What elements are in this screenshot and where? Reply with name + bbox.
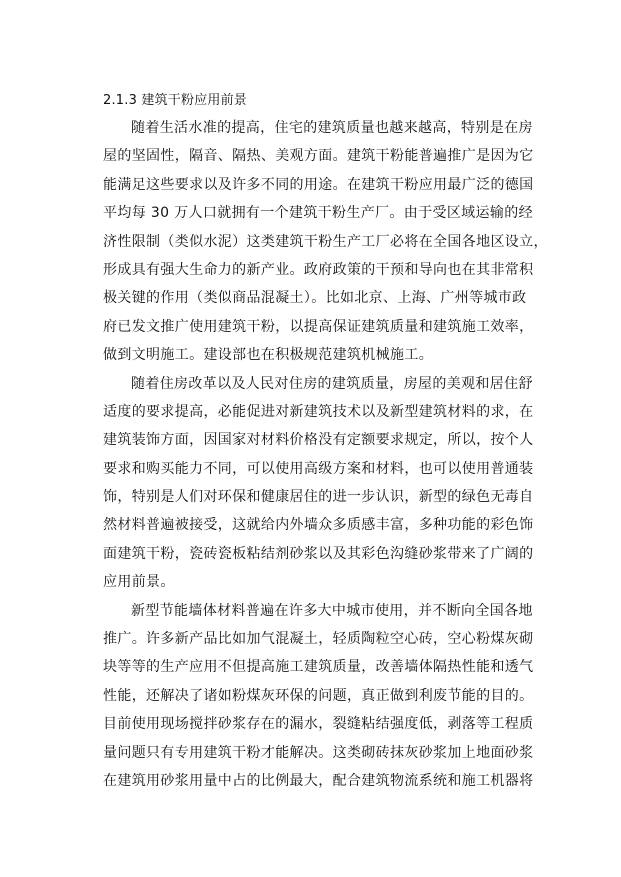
text-line: 屋的坚固性，隔音、隔热、美观方面。建筑干粉能普遍推广是因为它 — [103, 148, 534, 165]
text-line: 适度的要求提高，必能促进对新建筑技术以及新型建筑材料的求，在 — [103, 403, 534, 420]
text-line: 目前使用现场搅拌砂浆存在的漏水，裂缝粘结强度低，剥落等工程质 — [103, 716, 534, 733]
text-line: 平均每 30 万人口就拥有一个建筑干粉生产厂。由于受区域运输的经 — [103, 205, 533, 222]
text-line: 形成具有强大生命力的新产业。政府政策的干预和导向也在其非常积 — [103, 261, 534, 278]
paragraph-1 — [103, 114, 548, 370]
text-line: 面建筑干粉，瓷砖瓷板粘结剂砂浆以及其彩色沟缝砂浆带来了广阔的 — [103, 545, 534, 562]
text-line: 然材料普遍被接受，这就给内外墙众多质感丰富，多种功能的彩色饰 — [103, 517, 534, 534]
text-line: 量问题只有专用建筑干粉才能解决。这类砌砖抹灰砂浆加上地面砂浆 — [103, 744, 534, 761]
text-line: 极关键的作用（类似商品混凝土）。比如北京、上海、广州等城市政 — [103, 290, 527, 307]
paragraph-3 — [103, 597, 543, 796]
text-line: 随着生活水准的提高，住宅的建筑质量也越来越高，特别是在房 — [131, 120, 533, 136]
text-line: 块等等的生产应用不但提高施工建筑质量，改善墙体隔热性能和透气 — [103, 659, 534, 676]
text-line: 推广。许多新产品比如加气混凝土，轻质陶粒空心砖，空心粉煤灰砌 — [103, 631, 534, 648]
text-line: 建筑装饰方面，因国家对材料价格没有定额要求规定，所以，按个人 — [103, 432, 534, 449]
text-line: 做到文明施工。建设部也在积极规范建筑机械施工。 — [103, 347, 434, 364]
text-line: 新型节能墙体材料普遍在许多大中城市使用，并不断向全国各地 — [131, 602, 533, 619]
text-line: 在建筑用砂浆用量中占的比例最大，配合建筑物流系统和施工机器将 — [103, 772, 534, 789]
text-line: 随着住房改革以及人民对住房的建筑质量，房屋的美观和居住舒 — [131, 375, 533, 392]
section-heading: 2.1.3 建筑干粉应用前景 — [103, 93, 248, 108]
text-line: 应用前景。 — [103, 574, 175, 591]
paragraph-2 — [103, 370, 543, 597]
document-body — [103, 88, 548, 795]
text-line: 能满足这些要求以及许多不同的用途。在建筑干粉应用最广泛的德国 — [103, 176, 534, 193]
text-line: 性能，还解决了诸如粉煤灰环保的问题，真正做到利废节能的目的。 — [103, 687, 534, 704]
text-line: 饰，特别是人们对环保和健康居住的进一步认识，新型的绿色无毒自 — [103, 489, 534, 506]
text-line: 要求和购买能力不同，可以使用高级方案和材料，也可以使用普通装 — [103, 460, 534, 477]
text-line: 府已发文推广使用建筑干粉，以提高保证建筑质量和建筑施工效率， — [103, 318, 534, 335]
text-line: 济性限制（类似水泥）这类建筑干粉生产工厂必将在全国各地区设立， — [103, 233, 548, 250]
